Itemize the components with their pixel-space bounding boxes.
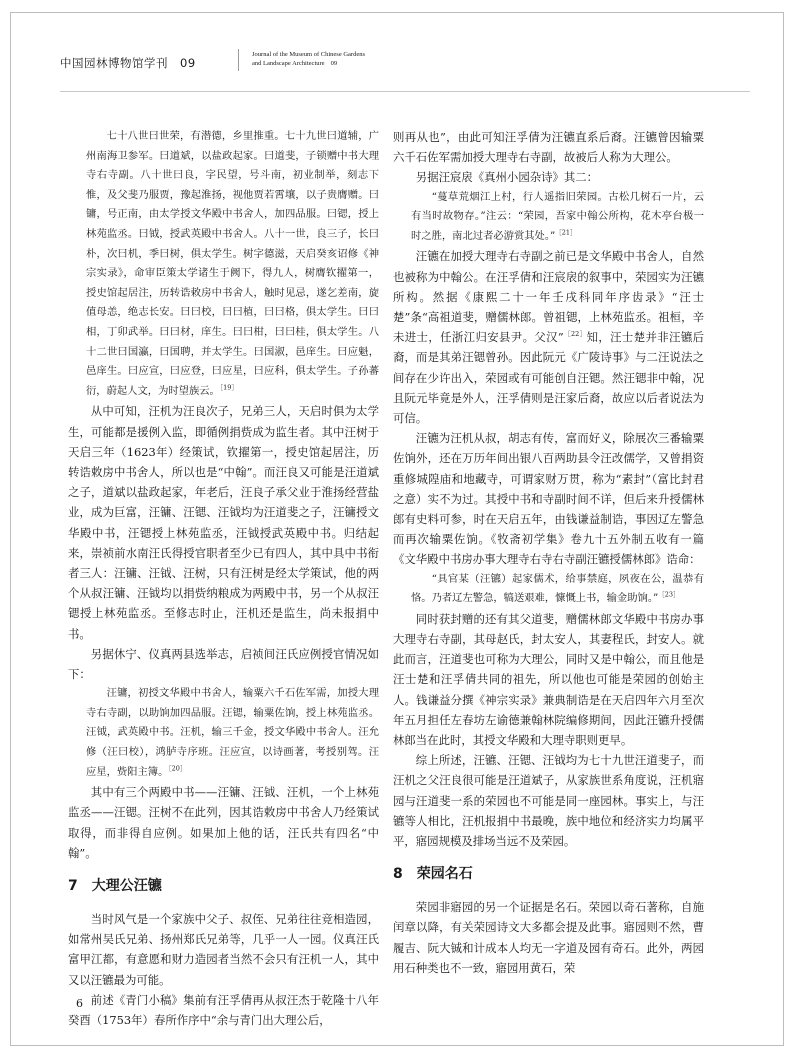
footnote-ref-20: ［20］ xyxy=(168,764,187,773)
paragraph: 当时风气是一个家族中父子、叔侄、兄弟往往竞相造园，如常州吴氏兄弟、扬州郑氏兄弟等，几乎一人一园。仪真汪氏富甲江都，有意愿和财力造园者当然不会只有汪机一人，其中又以汪镳最为可能。 xyxy=(68,911,379,987)
paragraph: 汪镳在加授大理寺右寺副之前已是文华殿中书舍人，自然也被称为中翰公。在汪孚倩和汪宸扆的叙事中，荣园实为汪镳所构。然据《康熙二十一年壬戌科同年序齿录》“汪士楚”条“高祖道斐，赠儒林郎。曾祖锶，上林苑监丞。祖桓，辛未进士，任浙江归安县尹。父汉”$^{[22]}$知，汪士楚并非汪镳后裔，而是其弟汪锶曾孙。因此阮元《广陵诗事》与二汪说法之间存在少许出入，荣园或有可能创自汪锶。然汪锶非中翰，况且阮元毕竟是外人，汪孚倩则是汪家后裔，故应以后者说法为可信。 xyxy=(393,249,704,426)
section-heading-8: 8 荣园名石 xyxy=(393,866,473,883)
quote-poem: “蔓草荒烟江上村，行人遥指旧荣园。古松几树石一片，云有当时故物存。”注云：“荣园，吾家中翰公所构，花木亭台极一时之胜，南北过者必游赏其处。”$^{[21]}$ xyxy=(411,190,704,242)
paragraph: 汪镳为汪机从叔，胡志有传，富而好义，除展次三番输粟佐饷外，还在万历年间出银八百两助县令汪改儒学，又曾捐资重修城隍庙和地藏寺，可谓家财万贯，称为“素封”（富比封君之意）实不为过。其授中书和寺副时间不详，但后来升授儒林郎有史料可参，时在天启五年，由钱谦益制诰，事因辽左警急而再次输粟佐饷。《牧斋初学集》卷九十五外制五收有一篇《文华殿中书房办事大理寺右寺右寺副汪镳授儒林郎》诰命： xyxy=(393,431,704,567)
header-separator xyxy=(238,49,239,71)
footnote-ref-23: ［23］ xyxy=(658,590,680,599)
section-heading-7: 7 大理公汪镳 xyxy=(68,877,162,894)
paragraph: 另据汪宸扆《真州小园杂诗》其二： xyxy=(415,170,599,185)
paragraph: 从中可知，汪机为汪良次子，兄弟三人，天启时俱为太学生，可能都是援例入监，即循例捐赀成为监生者。其中汪树于天启三年（1623年）经策试，钦擢第一，授史馆起居注，历转诰敕房中书舍人，所以也是“中翰”。而汪良又可能是汪道斌之子，道斌以盐政起家，年老后，汪良子承父业于淮扬经营盐业，成为巨富，汪镛、汪锶、汪钺均为汪道斐之子，汪镛授文华殿中书，汪锶授上林苑监丞，汪钺授武英殿中书。归结起来，崇祯前水南汪氏得授官职者至少已有四人，其中具中书衔者三人：汪镛、汪钺、汪树，只有汪树是经太学策试，他的两个从叔汪镛、汪钺均以捐赀纳粮成为两殿中书，另一个从叔汪锶授上林苑监丞。至修志时止，汪机还是监生，尚未报捐中书。 xyxy=(68,404,379,641)
paragraph: 荣园非寤园的另一个证据是名石。荣园以奇石著称，自施闰章以降，有关荣园诗文大多都会提及此事。寤园则不然，曹履吉、阮大铖和计成本人均无一字道及园有奇石。此外，两园用石种类也不一致，寤园用黄石，荣 xyxy=(393,900,704,975)
paragraph: 其中有三个两殿中书——汪镛、汪钺、汪机，一个上林苑监丞——汪锶。汪树不在此列，因其诰敕房中书舍人乃经策试取得，而非得自应例。如果加上他的话，汪氏共有四名“中翰”。 xyxy=(68,785,379,860)
right-column xyxy=(393,127,704,978)
page-number: 6 xyxy=(76,997,83,1010)
journal-name-cn: 中国园林博物馆学刊 xyxy=(60,56,168,70)
quote-genealogy: 七十八世曰世荣，有潜德，乡里推重。七十九世曰道辅，广州南海卫参军。曰道斌，以盐政起家。曰道斐，子锁赠中书大理寺右寺副。八十世曰良，字民望，号斗南，初业制举，刻志下惟，及父斐乃服贾，豫起淮扬，视他贾若霄壤，以子贵膺赠。曰镛，号正南，由太学授文华殿中书舍人，加四品服。曰锶，授上林苑监丞。曰钺，授武英殿中书舍人。八十一世，良三子，长曰朴，次曰机，季曰树，俱太学生。树字德滋，天启癸亥诏修《神宗实录》，命审臣策太学诸生于阙下，得九人，树膺钦擢第一，授史馆起居注，历转诰敕房中书舍人，触时见忌，遂乞差南，旋值母恙，绝志长安。曰曰校，曰曰植，曰曰格，俱太学生。曰曰相，丁卯武举。曰曰材，庠生。曰曰柑，曰曰桂，俱太学生。八十二世曰国瀛，曰国聘，并太学生。曰国淑，邑庠生。曰应魁，邑庠生。曰应宣，曰应登，曰应星，曰应科，俱太学生。子孙蕃衍，蔚起人文，为时望族云。$^{[19]}$ xyxy=(86,130,379,397)
journal-name-en-line1: Journal of the Museum of Chinese Gardens xyxy=(252,51,366,58)
journal-name-en-line2: and Landscape Architecture xyxy=(252,59,325,67)
paragraph: 同时获封赠的还有其父道斐，赠儒林郎文华殿中书房办事大理寺右寺副，其母赵氏，封太安人，其妻程氏，封安人。就此而言，汪道斐也可称为大理公，同时又是中翰公，而且他是汪士楚和汪孚倩共同的祖先，所以他也可能是荣园的创始主人。钱谦益分撰《神宗实录》兼典制诰是在天启四年六月至次年五月担任左春坊左谕德兼翰林院编修期间，因此汪镳升授儒林郎当在此时，其授文华殿和大理寺职则更早。 xyxy=(393,611,704,748)
quote-edict: “具官某（汪镳）起家儒术，给事禁庭，夙夜在公，温恭有恪。乃者辽左警急，犒送艰难，慷慨上书，输金助饷。”$^{[23]}$ xyxy=(411,572,704,605)
footnote-ref-22: ［22］ xyxy=(563,330,587,339)
issue-number-en: 09 xyxy=(330,59,338,67)
header-rule xyxy=(60,91,750,92)
footnote-ref-21: ［21］ xyxy=(555,228,577,237)
paragraph: 则再从也”，由此可知汪孚倩为汪镳直系后裔。汪镳曾因输粟六千石佐军需加授大理寺右寺副，故被后人称为大理公。 xyxy=(393,130,704,165)
journal-title-cn xyxy=(60,55,196,71)
footnote-ref-19: ［19］ xyxy=(219,383,238,392)
left-column xyxy=(68,127,379,1030)
journal-title-en xyxy=(252,51,365,68)
paragraph: 前述《青门小稿》集前有汪孚倩再从叔汪杰于乾隆十八年癸酉（1753年）春所作序中“余与青门出大理公后， xyxy=(68,992,379,1027)
paragraph: 综上所述，汪镳、汪锶、汪钺均为七十九世汪道斐子，而汪机之父汪良很可能是汪道斌子，从家族世系角度说，汪机寤园与汪道斐一系的荣园也不可能是同一座园林。事实上，与汪镳等人相比，汪机报捐中书最晚，族中地位和经济实力均属平平，寤园规模及排场当远不及荣园。 xyxy=(393,753,704,849)
issue-number: 09 xyxy=(180,56,196,70)
running-header xyxy=(60,51,760,77)
paragraph: 另据休宁、仪真两县选举志，启祯间汪氏应例授官情况如下： xyxy=(68,646,379,681)
quote-county-records: 汪镛，初授文华殿中书舍人，输粟六千石佐军需，加授大理寺右寺副，以助饷加四品服。汪锶，输粟佐饷，授上林苑监丞。汪钺，武英殿中书。汪机，输三千金，授文华殿中书舍人。汪允修（汪曰校），鸿胪寺序班。汪应宣，以诗画著，考授别驾。汪应星，赀阳主簿。$^{[20]}$ xyxy=(86,687,379,778)
